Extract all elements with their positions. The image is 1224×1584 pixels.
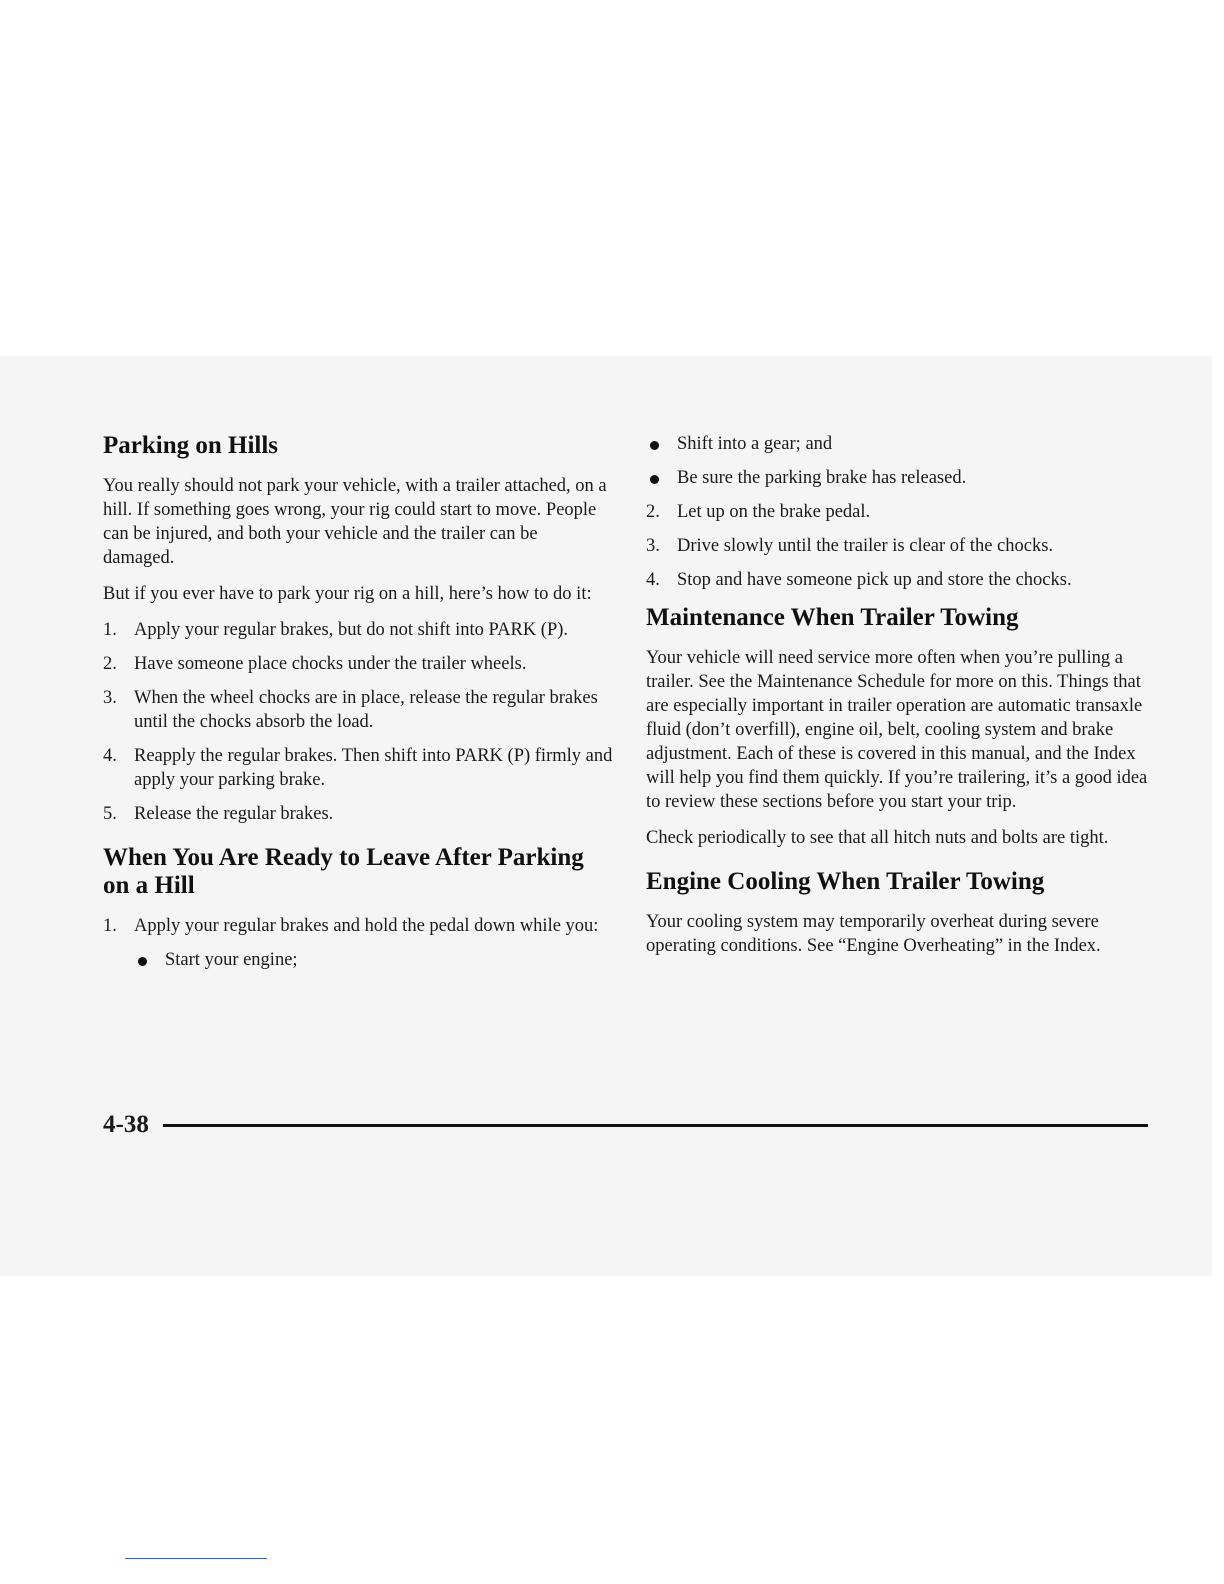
- step-number: 2.: [103, 654, 117, 674]
- step-text: Let up on the brake pedal.: [677, 502, 871, 522]
- list-item: [646, 432, 1156, 456]
- page-footer: [103, 1110, 1148, 1140]
- list-item: [134, 948, 613, 972]
- step-number: 5.: [103, 804, 117, 824]
- list-item: [103, 802, 613, 826]
- list-item: [103, 914, 613, 972]
- step-number: 3.: [103, 688, 117, 708]
- step-number: 4.: [646, 570, 660, 590]
- engine-cooling-paragraph: Your cooling system may temporarily overheat during severe operating conditions. See “Engine Overheating” in the Index.: [646, 912, 1101, 956]
- leave-bullet-list-continued: [646, 432, 1156, 490]
- step-number: 1.: [103, 620, 117, 640]
- page-number: 4-38: [103, 1111, 149, 1138]
- parking-paragraph-1: You really should not park your vehicle, with a trailer attached, on a hill. If something goes wrong, your rig could start to move. People can be injured, and both your vehicle and the trailer can be damaged.: [103, 476, 607, 568]
- list-item: [103, 652, 613, 676]
- leave-steps-list-continued: [646, 500, 1156, 592]
- bullet-text: Shift into a gear; and: [677, 434, 833, 454]
- step-text: Stop and have someone pick up and store the chocks.: [677, 570, 1072, 590]
- footer-rule: [163, 1124, 1148, 1127]
- list-item: [646, 500, 1156, 524]
- step-number: 1.: [103, 916, 117, 936]
- step-text: Drive slowly until the trailer is clear of the chocks.: [677, 536, 1054, 556]
- parking-paragraph-2: But if you ever have to park your rig on a hill, here’s how to do it:: [103, 584, 592, 604]
- bullet-dot-icon: [650, 441, 659, 450]
- step-text: Apply your regular brakes and hold the pedal down while you:: [134, 916, 599, 936]
- engine-cooling-heading: Engine Cooling When Trailer Towing: [646, 868, 1045, 895]
- maintenance-heading: Maintenance When Trailer Towing: [646, 604, 1019, 631]
- maintenance-paragraph-1: Your vehicle will need service more often when you’re pulling a trailer. See the Maintenance Schedule for more on this. Things that are especially important in trailer operation are automatic transaxle fluid (don’t overfill), engine oil, belt, cooling system and brake adjustment. Each of these is covered in this manual, and the Index will help you find them quickly. If you’re trailering, it’s a good idea to review these sections before you start your trip.: [646, 648, 1148, 812]
- left-column: [103, 432, 613, 984]
- parking-steps-list: [103, 618, 613, 826]
- leave-steps-list: [103, 914, 613, 972]
- step-text: Have someone place chocks under the trailer wheels.: [134, 654, 527, 674]
- bullet-text: Start your engine;: [165, 950, 298, 970]
- step-number: 2.: [646, 502, 660, 522]
- list-item: [646, 568, 1156, 592]
- step-number: 4.: [103, 746, 117, 766]
- list-item: [103, 618, 613, 642]
- bullet-text: Be sure the parking brake has released.: [677, 468, 967, 488]
- step-text: Reapply the regular brakes. Then shift into PARK (P) firmly and apply your parking brake.: [134, 746, 613, 790]
- maintenance-paragraph-2: Check periodically to see that all hitch nuts and bolts are tight.: [646, 828, 1109, 848]
- ready-to-leave-heading: When You Are Ready to Leave After Parking on a Hill: [103, 844, 584, 899]
- list-item: [646, 534, 1156, 558]
- step-number: 3.: [646, 536, 660, 556]
- list-item: [103, 744, 613, 792]
- bullet-dot-icon: [650, 475, 659, 484]
- right-column: [646, 432, 1156, 970]
- step-text: Apply your regular brakes, but do not shift into PARK (P).: [134, 620, 569, 640]
- bullet-dot-icon: [138, 957, 147, 966]
- parking-on-hills-heading: Parking on Hills: [103, 432, 279, 459]
- list-item: [646, 466, 1156, 490]
- leave-bullet-list: [134, 948, 613, 972]
- bottom-divider: [125, 1558, 267, 1559]
- step-text: Release the regular brakes.: [134, 804, 334, 824]
- step-text: When the wheel chocks are in place, release the regular brakes until the chocks absorb the load.: [134, 688, 598, 732]
- list-item: [103, 686, 613, 734]
